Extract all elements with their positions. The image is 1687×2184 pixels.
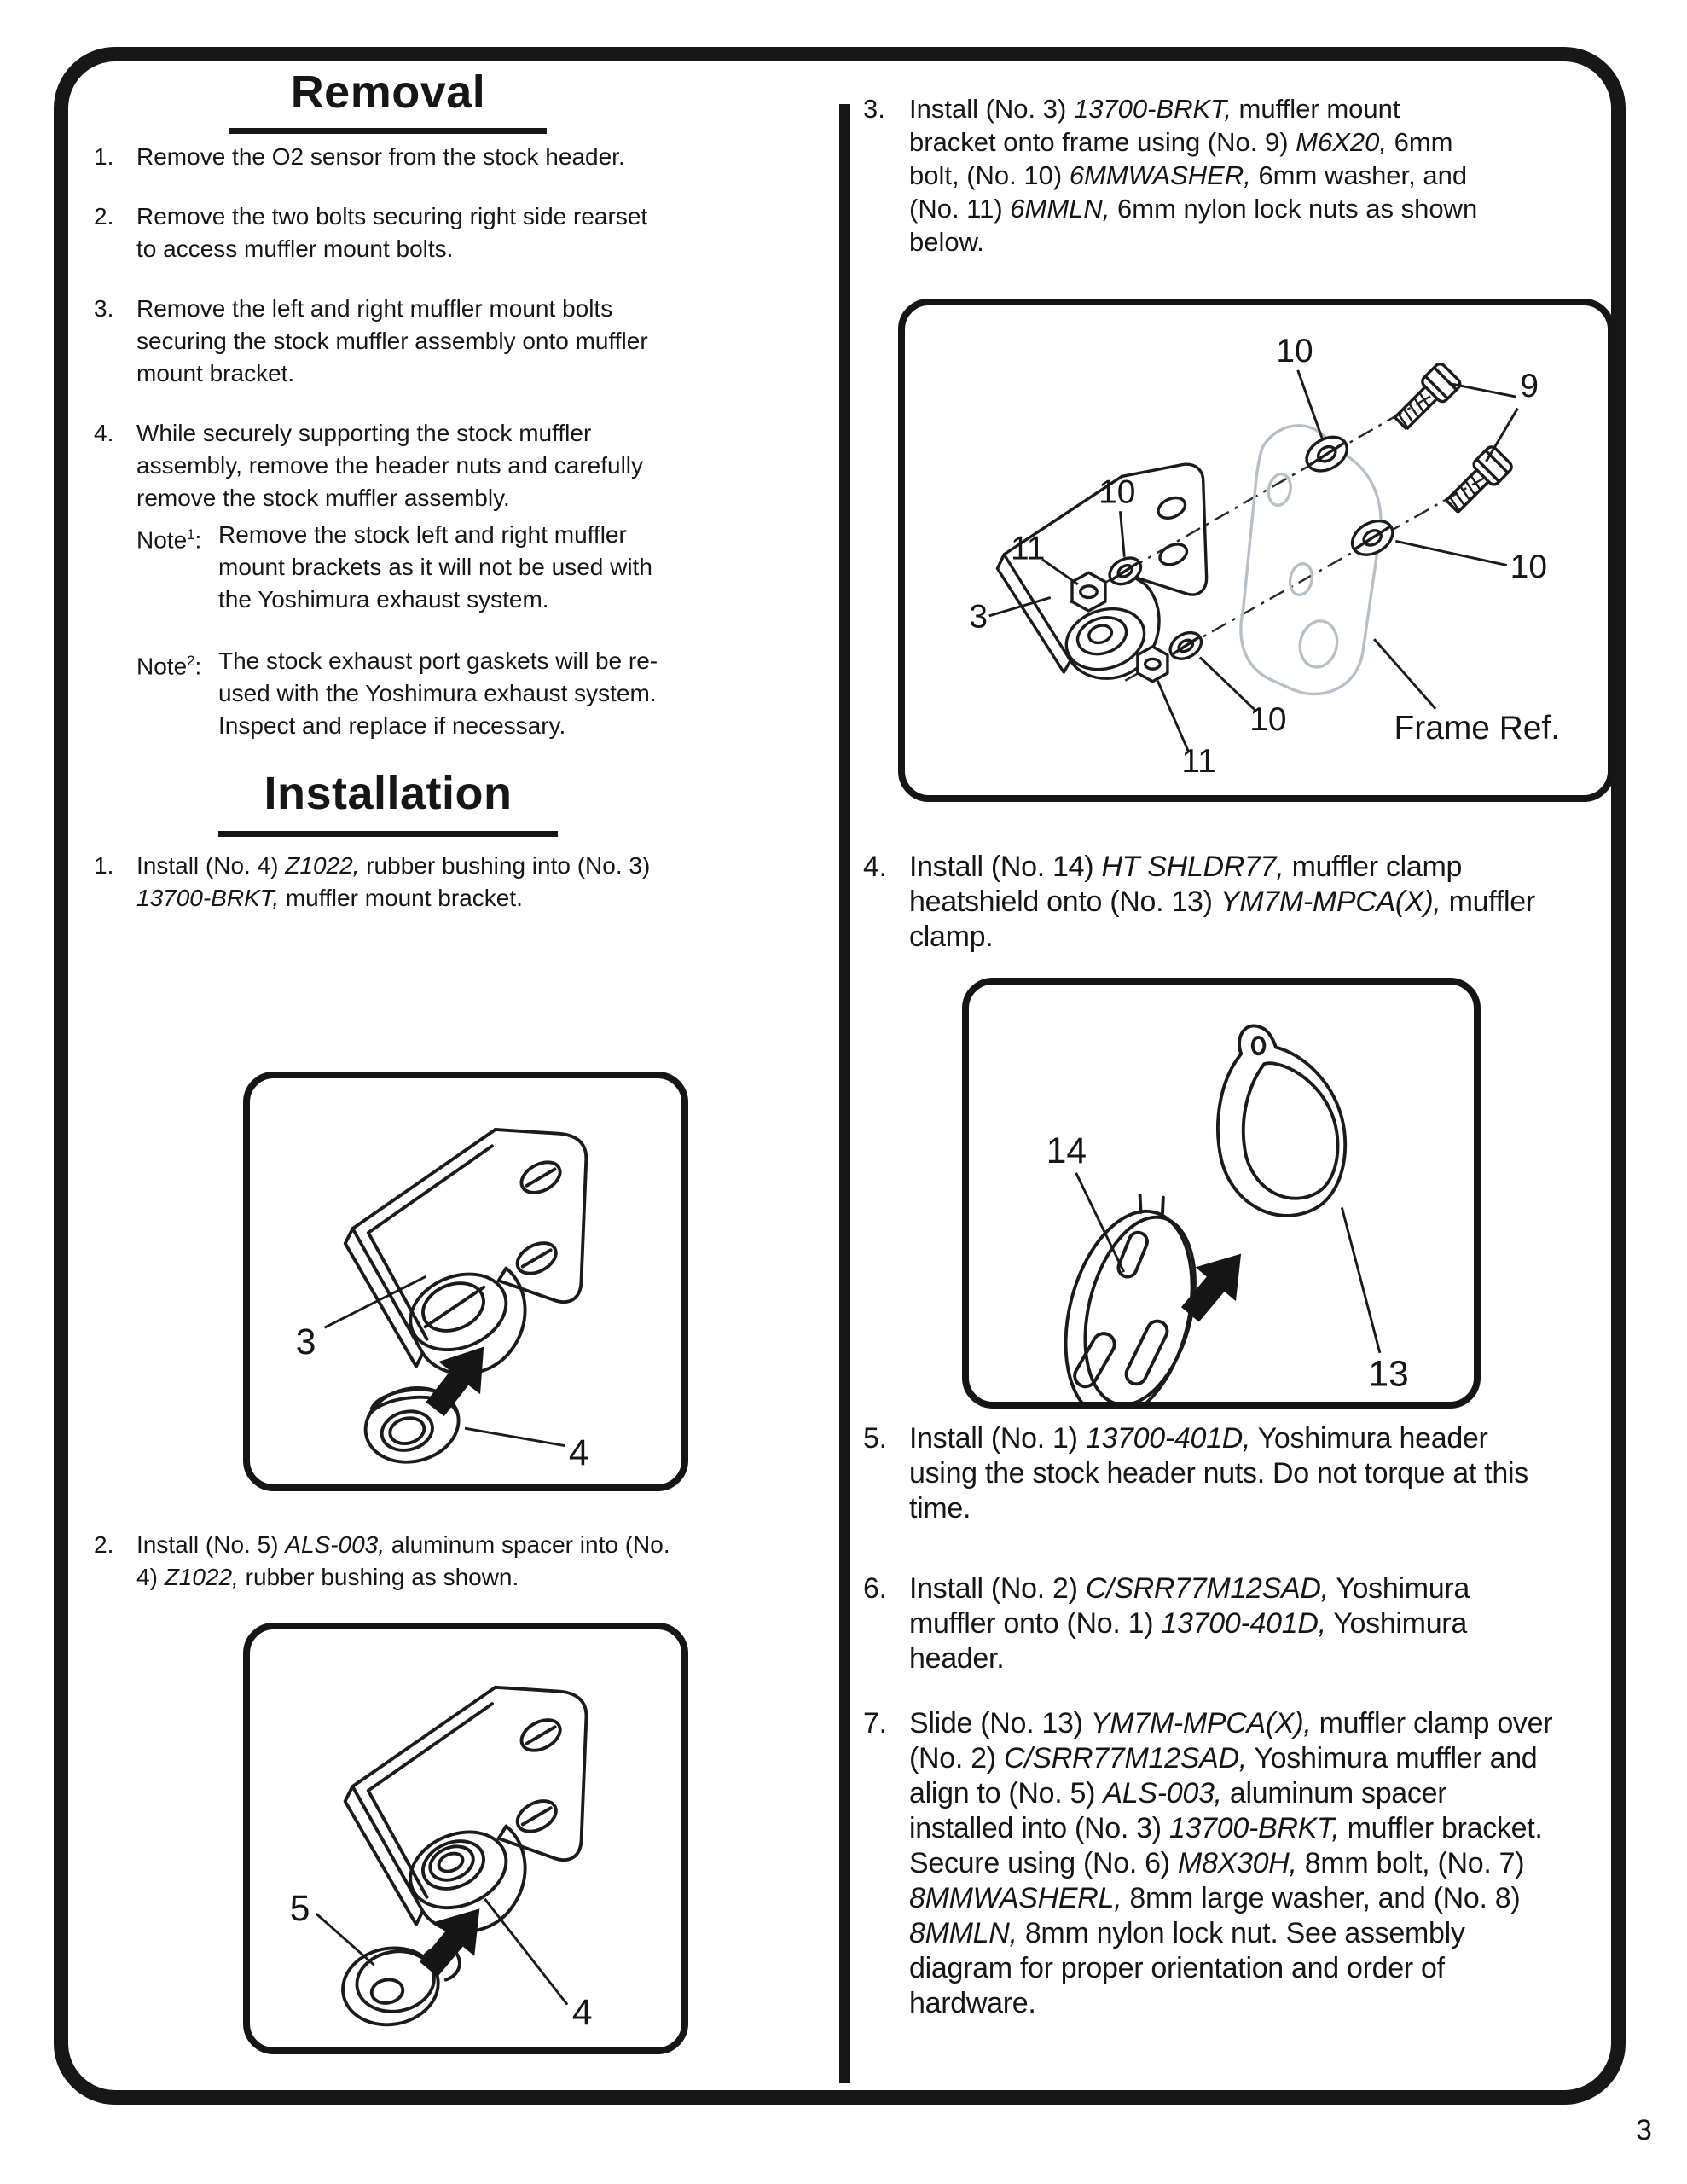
diagram-install-spacer: [243, 1623, 688, 2054]
installation-title: Installation: [264, 768, 513, 819]
arrow-icon: [1170, 1237, 1261, 1332]
item-number: 3.: [863, 94, 885, 124]
item-number: 3.: [94, 295, 114, 322]
item-number: 1.: [94, 852, 114, 879]
part-label-bushing: 4: [568, 1432, 589, 1473]
list-item: [94, 293, 682, 390]
washer-drawing: [1105, 430, 1399, 664]
removal-title: Removal: [290, 67, 486, 118]
diagram-heatshield-clamp: [962, 978, 1481, 1409]
item-text: Remove the left and right muffler mount bolts securing the stock muffler assembly onto muffler mount bracket.: [136, 295, 648, 386]
part-label-bushing: 4: [571, 1991, 593, 2033]
item-number: 2.: [94, 1531, 114, 1558]
page-number: 3: [1636, 2114, 1652, 2146]
part-label-bracket: 3: [969, 598, 988, 636]
muffler-bracket-drawing: [345, 1130, 587, 1374]
item-text: Install (No. 1) 13700-401D, Yoshimura header using the stock header nuts. Do not torque at this time.: [909, 1422, 1528, 1525]
installation-underline: [218, 831, 558, 837]
item-text: Install (No. 2) C/SRR77M12SAD, Yoshimura muffler onto (No. 1) 13700-401D, Yoshimura header.: [909, 1572, 1470, 1675]
list-item: [863, 1706, 1571, 2021]
installation-list-right-7: [863, 1706, 1571, 2021]
column-divider: [839, 104, 850, 2083]
install-spacer-drawing: [250, 1629, 681, 2048]
item-number: 2.: [94, 203, 114, 229]
install-bushing-drawing: [250, 1078, 681, 1484]
part-label-washer-lower: 10: [1249, 701, 1287, 739]
installation-list-right-5: [863, 1421, 1571, 1526]
part-label-heatshield: 14: [1046, 1130, 1087, 1172]
list-item: [94, 200, 682, 265]
part-label-spacer: 5: [289, 1887, 310, 1929]
item-text: Install (No. 4) Z1022, rubber bushing into (No. 3) 13700-BRKT, muffler mount bracket.: [136, 852, 651, 911]
removal-list: [94, 141, 682, 514]
installation-list-right-4: [863, 850, 1571, 955]
item-number: 4.: [94, 420, 114, 446]
item-text: Install (No. 5) ALS-003, aluminum spacer into (No. 4) Z1022, rubber bushing as shown.: [136, 1531, 670, 1590]
leader-lines: [989, 370, 1518, 752]
muffler-clamp-drawing: [1218, 1025, 1345, 1215]
list-item: [863, 1571, 1571, 1676]
muffler-bracket-drawing: [345, 1687, 587, 1932]
diagram-install-bushing: [243, 1072, 688, 1491]
installation-list-left-2: [94, 1529, 682, 1594]
item-number: 4.: [863, 851, 887, 883]
note-superscript: 1: [187, 526, 195, 543]
part-label-washer-top: 10: [1276, 333, 1313, 370]
item-text: Slide (No. 13) YM7M-MPCA(X), muffler clamp over (No. 2) C/SRR77M12SAD, Yoshimura muffler and align to (No. 5) ALS-003, aluminum spacer installed into (No. 3) 13700-BRKT, muffler bracket. Secure using (No. 6) M8X30H, 8mm bolt, (No. 7) 8MMWASHERL, 8mm large washer, and (No. 8) 8MMLN, 8mm nylon lock nut. See assembly diagram for proper orientation and order of hardware.: [909, 1707, 1553, 2019]
removal-underline: [229, 128, 547, 134]
diagram-bracket-to-frame: [898, 299, 1615, 802]
heatshield-clamp-drawing: [969, 985, 1474, 1402]
note-superscript: 2: [187, 653, 195, 669]
part-label-bracket: 3: [295, 1321, 316, 1363]
note-label: Note$^1$:: [136, 526, 202, 554]
item-number: 6.: [863, 1572, 887, 1605]
note-item: [136, 645, 699, 742]
part-label-clamp: 13: [1368, 1353, 1409, 1395]
list-item: [863, 850, 1571, 955]
installation-list-right-6: [863, 1571, 1571, 1676]
part-label-nut-lower: 11: [1181, 742, 1216, 780]
list-item: [94, 1529, 682, 1594]
part-label-bolt: 9: [1520, 368, 1539, 405]
installation-list-right-3: [863, 92, 1511, 258]
frame-ref-label: Frame Ref.: [1394, 709, 1561, 746]
list-item: [94, 141, 682, 173]
item-text: Remove the O2 sensor from the stock header.: [136, 143, 625, 170]
note-label: Note$^2$:: [136, 653, 202, 680]
part-label-washer-upper: 10: [1099, 473, 1136, 511]
part-label-washer-right: 10: [1510, 549, 1547, 586]
item-text: Install (No. 3) 13700-BRKT, muffler mount bracket onto frame using (No. 9) M6X20, 6mm bolt, (No. 10) 6MMWASHER, 6mm washer, and (No. 11) 6MMLN, 6mm nylon lock nuts as shown below.: [909, 94, 1478, 257]
item-text: Install (No. 14) HT SHLDR77, muffler clamp heatshield onto (No. 13) YM7M-MPCA(X), muffler clamp.: [909, 851, 1535, 953]
removal-notes: [136, 519, 699, 742]
item-number: 7.: [863, 1707, 887, 1740]
heatshield-drawing: [1046, 1182, 1218, 1402]
note-text: The stock exhaust port gaskets will be re-used with the Yoshimura exhaust system. Inspect and replace if necessary.: [218, 648, 658, 739]
note-text: Remove the stock left and right muffler mount brackets as it will not be used with the Yoshimura exhaust system.: [218, 521, 652, 613]
bracket-to-frame-drawing: [905, 305, 1608, 795]
list-item: [863, 92, 1511, 258]
list-item: [94, 850, 682, 915]
note-item: [136, 519, 699, 616]
item-number: 1.: [94, 143, 114, 170]
list-item: [863, 1421, 1571, 1526]
assembly-axis-lines: [1070, 384, 1488, 680]
installation-list-left-1: [94, 850, 682, 915]
item-text: Remove the two bolts securing right side rearset to access muffler mount bolts.: [136, 203, 648, 262]
part-label-nut-upper: 11: [1011, 530, 1046, 567]
item-number: 5.: [863, 1422, 887, 1455]
item-text: While securely supporting the stock muffler assembly, remove the header nuts and carefully remove the stock muffler assembly.: [136, 420, 644, 511]
list-item: [94, 417, 682, 514]
